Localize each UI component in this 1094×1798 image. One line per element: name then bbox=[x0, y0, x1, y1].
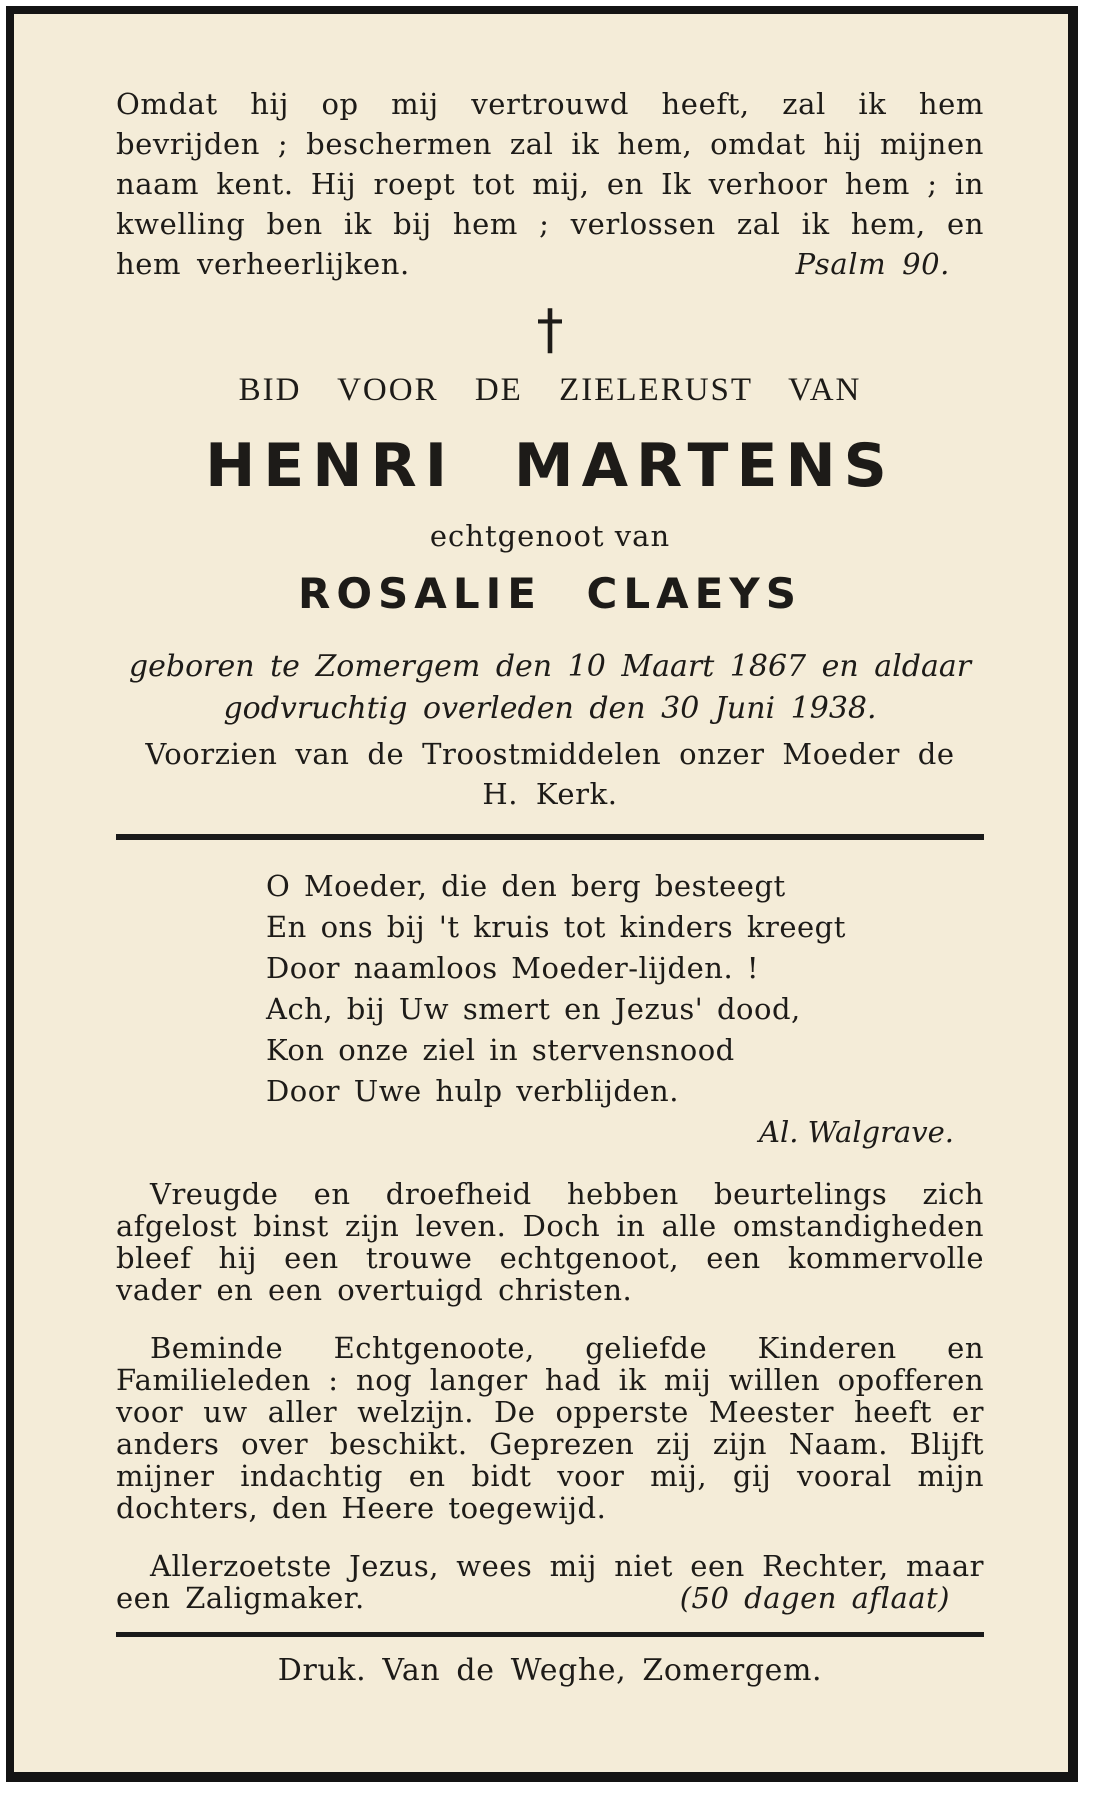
poem-line: Ach, bij Uw smert en Jezus' dood, bbox=[266, 992, 801, 1026]
deceased-name: HENRI MARTENS bbox=[205, 431, 895, 501]
birth-line: geboren te Zomergem den 10 Maart 1867 en aldaar bbox=[128, 649, 972, 684]
divider-top bbox=[116, 834, 984, 840]
indulgence-note: (50 dagen aflaat) bbox=[679, 1581, 950, 1615]
psalm-reference: Psalm 90. bbox=[795, 247, 950, 281]
spouse-label: echtgenoot van bbox=[429, 519, 671, 553]
psalm-quote bbox=[116, 84, 984, 284]
death-line: godvruchtig overleden den 30 Juni 1938. bbox=[223, 691, 877, 726]
card-content bbox=[116, 84, 984, 1693]
spacer bbox=[116, 1152, 984, 1178]
cross-icon: † bbox=[536, 298, 564, 361]
life-dates bbox=[116, 646, 984, 730]
spacer bbox=[116, 1524, 984, 1550]
poem-line: Door Uwe hulp verblijden. bbox=[266, 1074, 679, 1108]
spacer bbox=[116, 1306, 984, 1332]
memorial-card bbox=[6, 6, 1078, 1782]
psalm-text: Omdat hij op mij vertrouwd heeft, zal ik hem bevrijden ; beschermen zal ik hem, omdat hij mijnen naam kent. Hij roept tot mij, en Ik verhoor hem ; in kwelling ben ik bij hem ; verlossen zal ik hem, en hem verheerlijken. bbox=[116, 87, 984, 281]
prayer-text: Allerzoetste Jezus, wees mij niet een Rechter, maar een Zaligmaker. bbox=[116, 1549, 984, 1615]
poem-line: Door naamloos Moeder-lijden. ! bbox=[266, 951, 760, 985]
spouse-name: ROSALIE CLAEYS bbox=[298, 569, 802, 618]
printer-credit: Druk. Van de Weghe, Zomergem. bbox=[277, 1653, 823, 1688]
sacraments-line-1: Voorzien van de Troostmiddelen onzer Moeder de bbox=[145, 737, 955, 771]
poem-line: Kon onze ziel in stervensnood bbox=[266, 1033, 735, 1067]
closing-prayer bbox=[116, 1550, 984, 1614]
sacraments-line-2: H. Kerk. bbox=[482, 777, 618, 811]
poem bbox=[266, 866, 984, 1112]
poem-author: Al. Walgrave. bbox=[759, 1115, 954, 1149]
poem-line: O Moeder, die den berg besteegt bbox=[266, 869, 786, 903]
sacraments-text bbox=[116, 734, 984, 814]
poem-line: En ons bij 't kruis tot kinders kreegt bbox=[266, 910, 846, 944]
paragraph-farewell: Beminde Echtgenoote, geliefde Kinderen en Familieleden : nog langer had ik mij willen opofferen voor uw aller welzijn. De opperste Meester heeft er anders over beschikt. Geprezen zij zijn Naam. Blijft mijner indachtig en bidt voor mij, gij vooral mijn dochters, den Heere toegewijd. bbox=[116, 1331, 984, 1525]
prayer-heading: BID VOOR DE ZIELERUST VAN bbox=[238, 372, 862, 408]
divider-bottom bbox=[116, 1632, 984, 1637]
paragraph-character: Vreugde en droefheid hebben beurtelings zich afgelost binst zijn leven. Doch in alle omstandigheden bleef hij een trouwe echtgenoot, een kommervolle vader en een overtuigd christen. bbox=[116, 1177, 984, 1307]
